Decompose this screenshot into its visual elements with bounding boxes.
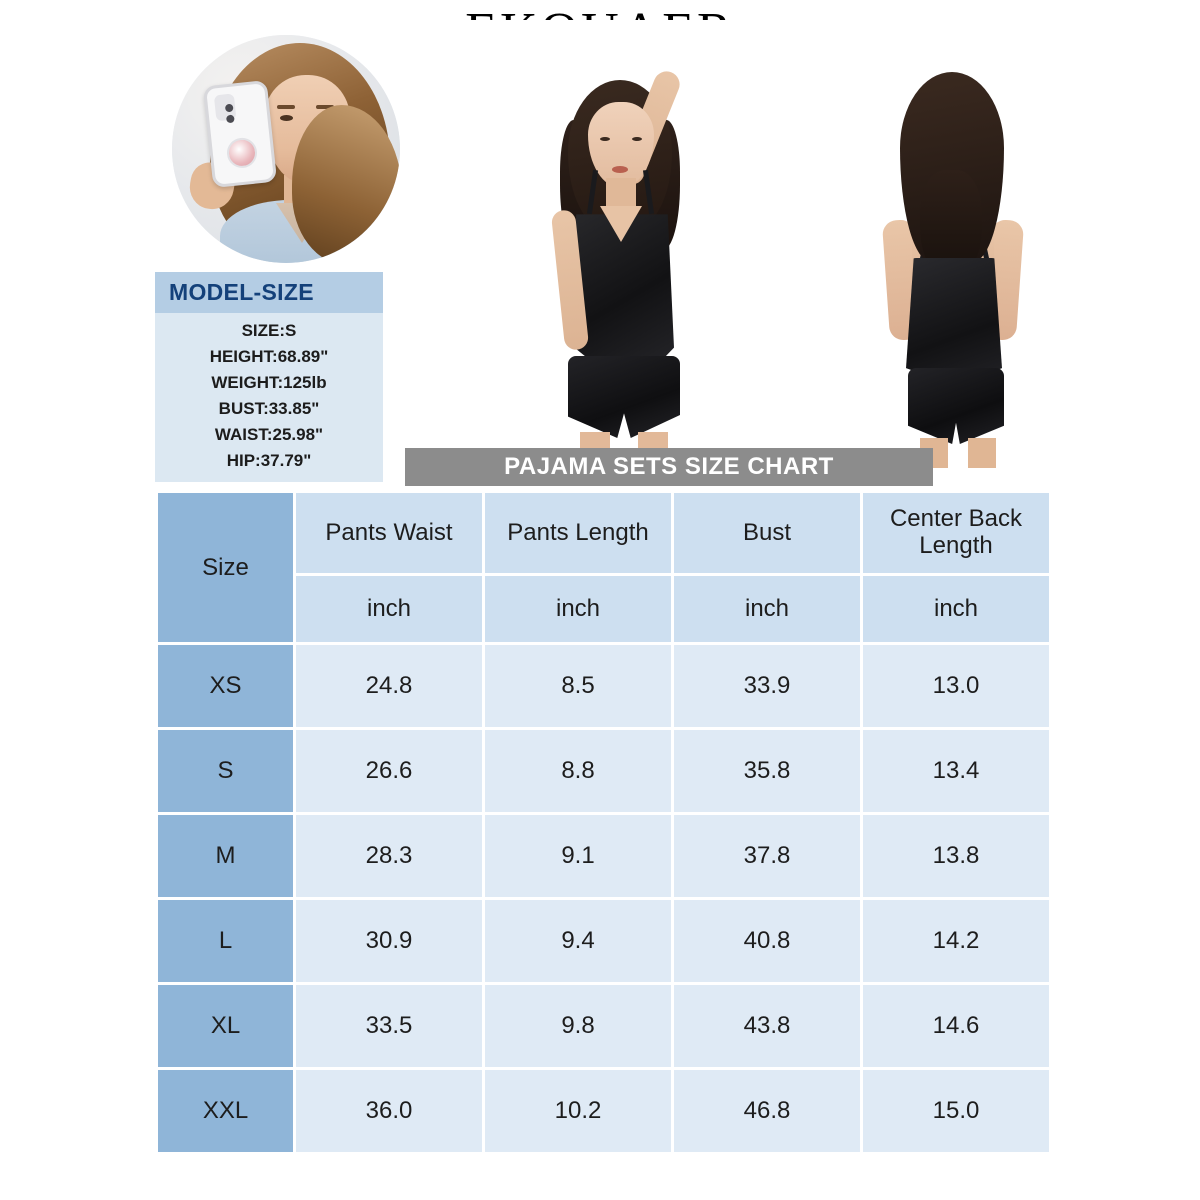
- row-size-label: M: [158, 815, 293, 897]
- unit-pants-waist: inch: [296, 576, 482, 642]
- model-size-line: WAIST:25.98": [214, 425, 324, 444]
- row-size-label: XS: [158, 645, 293, 727]
- table-row: [158, 985, 1049, 1067]
- row-size-label: S: [158, 730, 293, 812]
- back-camisole-top: [906, 258, 1002, 386]
- column-header-size: Size: [158, 493, 293, 642]
- column-header-bust: Bust: [674, 493, 860, 573]
- model-size-line: SIZE:S: [241, 321, 297, 340]
- cell-pants-waist: 24.8: [296, 645, 482, 727]
- product-photo-front: [440, 20, 800, 460]
- phone-grip: [226, 136, 259, 169]
- row-size-label: XXL: [158, 1070, 293, 1152]
- unit-bust: inch: [674, 576, 860, 642]
- headshot-eyebrow-left: [277, 105, 295, 109]
- back-leg-right: [968, 438, 996, 468]
- table-row: [158, 645, 1049, 727]
- cell-center-back-length: 13.0: [863, 645, 1049, 727]
- cell-center-back-length: 13.4: [863, 730, 1049, 812]
- size-chart-title: PAJAMA SETS SIZE CHART: [405, 448, 933, 486]
- model-size-line: HIP:37.79": [226, 451, 312, 470]
- cell-pants-waist: 33.5: [296, 985, 482, 1067]
- size-chart-table: [155, 490, 1052, 1155]
- phone-icon: [203, 80, 277, 188]
- product-photo-back: [770, 20, 1130, 460]
- front-eye-left: [600, 137, 610, 141]
- cell-pants-waist: 30.9: [296, 900, 482, 982]
- cell-pants-length: 8.8: [485, 730, 671, 812]
- headshot-eye-left: [280, 115, 293, 121]
- cell-center-back-length: 13.8: [863, 815, 1049, 897]
- back-shorts: [908, 368, 1004, 444]
- phone-camera-module: [214, 93, 237, 121]
- table-row: [158, 730, 1049, 812]
- cell-center-back-length: 14.6: [863, 985, 1049, 1067]
- cell-pants-waist: 28.3: [296, 815, 482, 897]
- cell-pants-length: 10.2: [485, 1070, 671, 1152]
- cell-pants-waist: 36.0: [296, 1070, 482, 1152]
- unit-center-back-length: inch: [863, 576, 1049, 642]
- cell-bust: 43.8: [674, 985, 860, 1067]
- front-eye-right: [632, 137, 642, 141]
- table-row: [158, 815, 1049, 897]
- cell-pants-length: 9.4: [485, 900, 671, 982]
- front-lips: [612, 166, 628, 173]
- front-shorts: [568, 356, 680, 438]
- table-row: [158, 1070, 1049, 1152]
- cell-bust: 40.8: [674, 900, 860, 982]
- product-photo-group: [400, 20, 1200, 460]
- model-size-title: MODEL-SIZE: [155, 272, 383, 313]
- column-header-pants-length: Pants Length: [485, 493, 671, 573]
- model-size-box: [155, 272, 383, 482]
- model-size-details: [155, 313, 383, 482]
- camera-lens-top: [225, 104, 234, 113]
- cell-center-back-length: 15.0: [863, 1070, 1049, 1152]
- cell-pants-length: 9.8: [485, 985, 671, 1067]
- cell-pants-length: 9.1: [485, 815, 671, 897]
- row-size-label: XL: [158, 985, 293, 1067]
- table-header-row-labels: [158, 493, 1049, 573]
- model-size-line: HEIGHT:68.89": [209, 347, 329, 366]
- model-size-line: WEIGHT:125lb: [211, 373, 327, 392]
- front-neck: [606, 178, 636, 208]
- cell-pants-length: 8.5: [485, 645, 671, 727]
- cell-pants-waist: 26.6: [296, 730, 482, 812]
- model-headshot-photo: [172, 35, 400, 263]
- column-header-pants-waist: Pants Waist: [296, 493, 482, 573]
- unit-pants-length: inch: [485, 576, 671, 642]
- table-row: [158, 900, 1049, 982]
- cell-bust: 46.8: [674, 1070, 860, 1152]
- cell-bust: 37.8: [674, 815, 860, 897]
- cell-bust: 33.9: [674, 645, 860, 727]
- model-size-line: BUST:33.85": [218, 399, 320, 418]
- row-size-label: L: [158, 900, 293, 982]
- camera-lens-bottom: [226, 115, 235, 124]
- cell-bust: 35.8: [674, 730, 860, 812]
- cell-center-back-length: 14.2: [863, 900, 1049, 982]
- column-header-center-back-length: Center Back Length: [863, 493, 1049, 573]
